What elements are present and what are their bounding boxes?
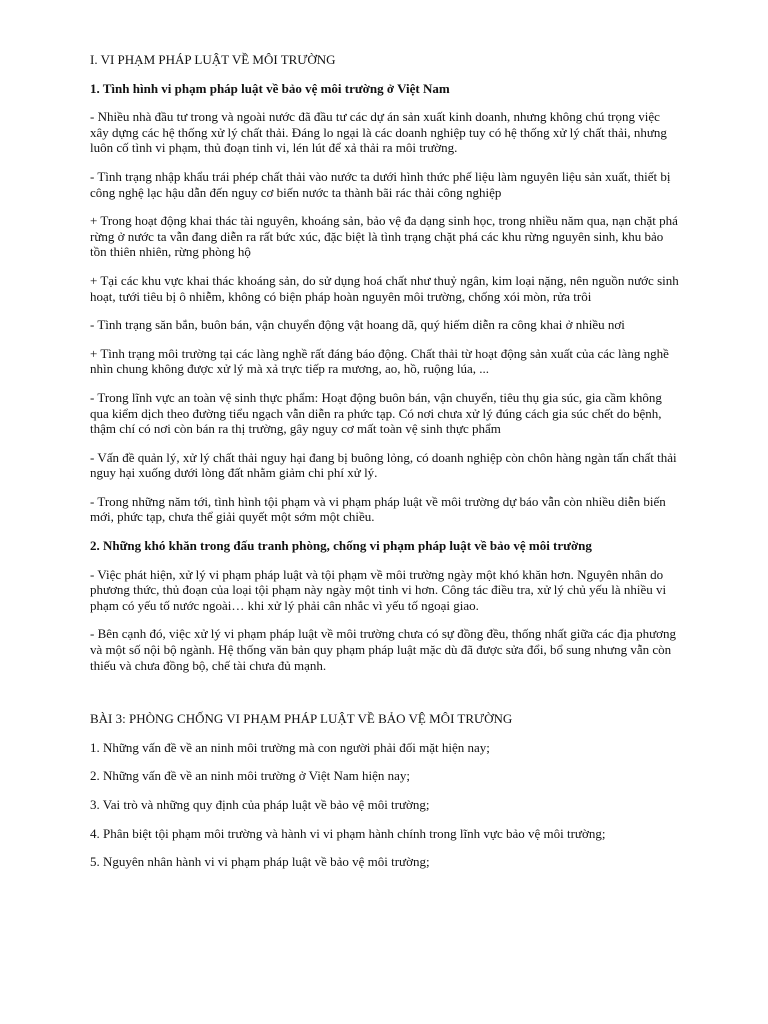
paragraph: + Tại các khu vực khai thác khoáng sản, do sử dụng hoá chất như thuỷ ngân, kim loại nặng, nên nguồn nước sinh hoạt, tưới tiêu bị ô nhiễm, không có biện pháp hoàn nguyên môi trường, chống xói mòn, rửa trôi bbox=[90, 272, 679, 304]
paragraph: - Nhiều nhà đầu tư trong và ngoài nước đã đầu tư các dự án sản xuất kinh doanh, nhưng không chú trọng việc xây dựng các hệ thống xử lý chất thải. Đáng lo ngại là các doanh nghiệp tuy có hệ thống xử lý chất thải, nhưng luôn cố tình vi phạm, thủ đoạn tinh vi, lén lút để xả thải ra môi trường. bbox=[90, 109, 667, 156]
subsection-title-situation: 1. Tình hình vi phạm pháp luật về bảo vệ môi trường ở Việt Nam bbox=[90, 80, 450, 96]
paragraph: + Tình trạng môi trường tại các làng nghề rất đáng báo động. Chất thải từ hoạt động sản xuất của các làng nghề nhìn chung không được xử lý mà xả trực tiếp ra mương, ao, hồ, ruộng lúa, ... bbox=[90, 345, 669, 377]
paragraph: - Trong lĩnh vực an toàn vệ sinh thực phẩm: Hoạt động buôn bán, vận chuyển, tiêu thụ gia súc, gia cầm không qua kiểm dịch theo đường tiểu ngạch vẫn diễn ra phức tạp. Có nơi chưa xử lý đúng cách gia súc chết do bệnh, thậm chí có nơi còn bán ra thị trường, gây nguy cơ mất toàn vệ sinh thực phẩm bbox=[90, 389, 662, 437]
list-item: 2. Những vấn đề về an ninh môi trường ở Việt Nam hiện nay; bbox=[90, 768, 410, 784]
lesson-title: BÀI 3: PHÒNG CHỐNG VI PHẠM PHÁP LUẬT VỀ BẢO VỆ MÔI TRƯỜNG bbox=[90, 711, 513, 727]
paragraph: - Tình trạng săn bắn, buôn bán, vận chuyển động vật hoang dã, quý hiếm diễn ra công khai ở nhiều nơi bbox=[90, 317, 625, 333]
paragraph: - Việc phát hiện, xử lý vi phạm pháp luật và tội phạm về môi trường ngày một khó khăn hơn. Nguyên nhân do phương thức, thủ đoạn của loại tội phạm này ngày một tinh vi hơn. Công tác điều tra, xử lý chủ yếu là nhiều vi phạm có yếu tố nước ngoài… khi xử lý phải cân nhắc vì yếu tố ngoại giao. bbox=[90, 566, 667, 613]
paragraph: - Trong những năm tới, tình hình tội phạm và vi phạm pháp luật về môi trường dự báo vẫn còn nhiều diễn biến mới, phức tạp, chưa thể giải quyết một sớm một chiều. bbox=[90, 493, 666, 525]
list-item: 3. Vai trò và những quy định của pháp luật về bảo vệ môi trường; bbox=[90, 797, 430, 812]
list-item: 4. Phân biệt tội phạm môi trường và hành vi vi phạm hành chính trong lĩnh vực bảo vệ môi trường; bbox=[90, 825, 606, 841]
paragraph: - Bên cạnh đó, việc xử lý vi phạm pháp luật về môi trường chưa có sự đồng đều, thống nhất giữa các địa phương và một số nội bộ ngành. Hệ thống văn bản quy phạm pháp luật mặc dù đã được sửa đổi, bổ sung nhưng vẫn còn thiếu và chưa đồng bộ, chế tài chưa đủ mạnh. bbox=[90, 626, 676, 673]
subsection-title-difficulties: 2. Những khó khăn trong đấu tranh phòng, chống vi phạm pháp luật về bảo vệ môi trường bbox=[90, 538, 592, 554]
list-item: 1. Những vấn đề về an ninh môi trường mà con người phải đối mặt hiện nay; bbox=[90, 739, 490, 755]
paragraph: + Trong hoạt động khai thác tài nguyên, khoáng sản, bảo vệ đa dạng sinh học, trong nhiều năm qua, nạn chặt phá rừng ở nước ta vẫn đang diễn ra rất bức xúc, đặc biệt là tình trạng chặt phá các khu rừng nguyên sinh, khu bảo tồn thiên nhiên, rừng phòng hộ bbox=[90, 213, 678, 260]
list-item: 5. Nguyên nhân hành vi vi phạm pháp luật về bảo vệ môi trường; bbox=[90, 854, 430, 870]
section-title: I. VI PHẠM PHÁP LUẬT VỀ MÔI TRƯỜNG bbox=[90, 52, 336, 67]
paragraph: - Vấn đề quản lý, xử lý chất thải nguy hại đang bị buông lỏng, có doanh nghiệp còn chôn hàng ngàn tấn chất thải nguy hại xuống dưới lòng đất nhằm giảm chi phí xử lý. bbox=[90, 449, 677, 481]
document-page bbox=[90, 52, 680, 883]
paragraph: - Tình trạng nhập khẩu trái phép chất thải vào nước ta dưới hình thức phế liệu làm nguyên liệu sản xuất, thiết bị công nghệ lạc hậu dẫn đến nguy cơ biến nước ta thành bãi rác thải công nghiệp bbox=[90, 168, 671, 200]
